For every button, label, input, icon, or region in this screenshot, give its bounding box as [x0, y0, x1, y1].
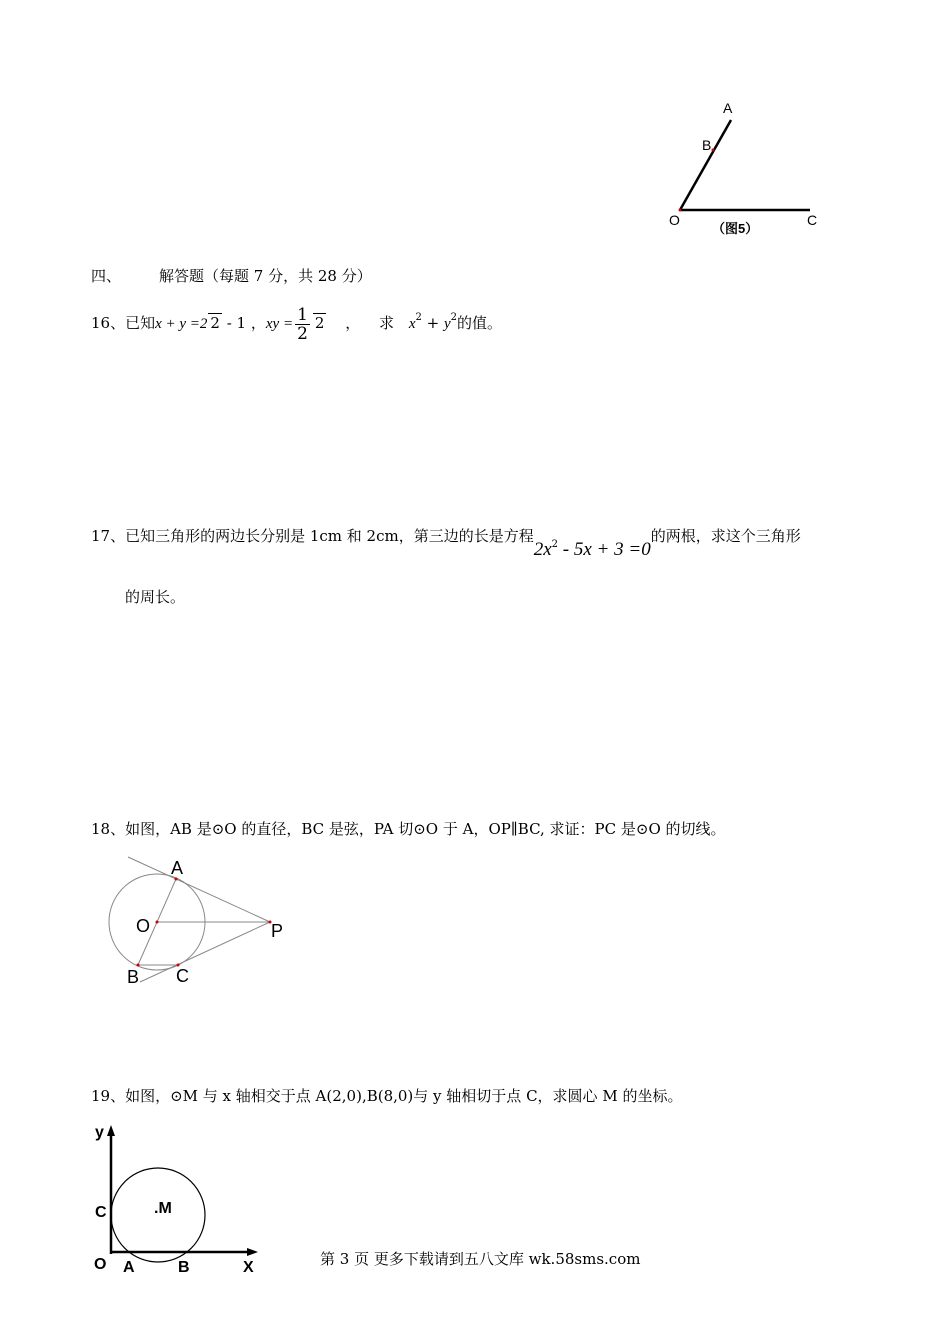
q16-frac-num: 1 [297, 304, 308, 325]
q17-line1-suffix: 的两根，求这个三角形 [650, 527, 801, 545]
question-17-line1 [91, 524, 801, 560]
fig18-label-b: B [127, 967, 140, 987]
figure-18 [100, 850, 300, 990]
q16-expr1: x + y =2 [155, 316, 208, 332]
page-footer: 第 3 页 更多下载请到五八文库 wk.58sms.com [320, 1250, 641, 1268]
q16-expr1-tail: - 1 [221, 314, 247, 332]
q16-exp-y: 2 [450, 312, 458, 323]
ray-oa [680, 120, 731, 210]
q16-target-x: x [408, 316, 416, 332]
q16-target-y: y [443, 316, 451, 332]
q16-exp-x: 2 [415, 312, 422, 323]
q17-line1-prefix: 17、已知三角形的两边长分别是 1cm 和 2cm，第三边的长是方程 [91, 527, 534, 545]
line-pc-extended [140, 922, 270, 982]
q16-target-plus: + [421, 314, 444, 332]
q16-fraction [295, 306, 310, 343]
point-o [156, 921, 159, 924]
q16-sep1: ， [246, 314, 266, 332]
fig19-label-c: C [95, 1204, 107, 1221]
question-18: 18、如图，AB 是⊙O 的直径，BC 是弦，PA 切⊙O 于 A，OP∥BC, 求证：PC 是⊙O 的切线。 [91, 820, 726, 838]
figure-5 [660, 95, 830, 245]
q16-suffix: 的值。 [457, 314, 503, 332]
q16-prefix: 16、已知 [91, 314, 156, 332]
q17-eq-exp: 2 [551, 539, 559, 550]
question-16 [91, 300, 502, 346]
fig18-label-c: C [176, 966, 189, 986]
q16-ask: 求 [379, 314, 395, 332]
q16-expr2: xy = [265, 316, 294, 332]
q16-sqrt1: 2 [210, 314, 220, 332]
fig18-label-p: P [271, 921, 284, 941]
fig19-label-x: X [243, 1259, 254, 1276]
q16-sqrt2: 2 [314, 314, 325, 332]
q16-frac-den: 2 [297, 323, 308, 344]
fig19-label-b: B [178, 1259, 190, 1276]
fig19-label-a: A [123, 1259, 135, 1276]
fig5-caption: （图5） [712, 221, 759, 236]
fig18-label-o: O [136, 916, 151, 936]
y-axis-arrow [107, 1125, 115, 1136]
question-17-line2: 的周长。 [125, 588, 186, 606]
q17-equation [534, 538, 651, 560]
figure-19 [90, 1115, 270, 1280]
x-axis-arrow [247, 1248, 258, 1256]
section-title: 解答题（每题 7 分，共 28 分） [159, 267, 372, 285]
fig5-label-o: O [669, 212, 680, 228]
fig5-label-b: B [702, 137, 712, 153]
fig5-label-c: C [807, 212, 818, 228]
fig19-label-y: y [95, 1124, 104, 1141]
q16-sep2: ， [345, 314, 361, 332]
q17-eq-a: 2x [533, 539, 552, 560]
q17-eq-rest: - 5x + 3 =0 [558, 539, 651, 560]
fig19-label-o: O [94, 1256, 107, 1273]
section-number: 四、 [91, 267, 122, 285]
tangent-pa-extended [128, 857, 270, 922]
fig5-label-a: A [723, 100, 733, 116]
question-19: 19、如图，⊙M 与 x 轴相交于点 A(2,0),B(8,0)与 y 轴相切于点 C，求圆心 M 的坐标。 [91, 1087, 683, 1105]
fig18-label-a: A [171, 858, 184, 878]
fig19-label-m: .M [154, 1200, 172, 1217]
point-b [712, 149, 715, 152]
